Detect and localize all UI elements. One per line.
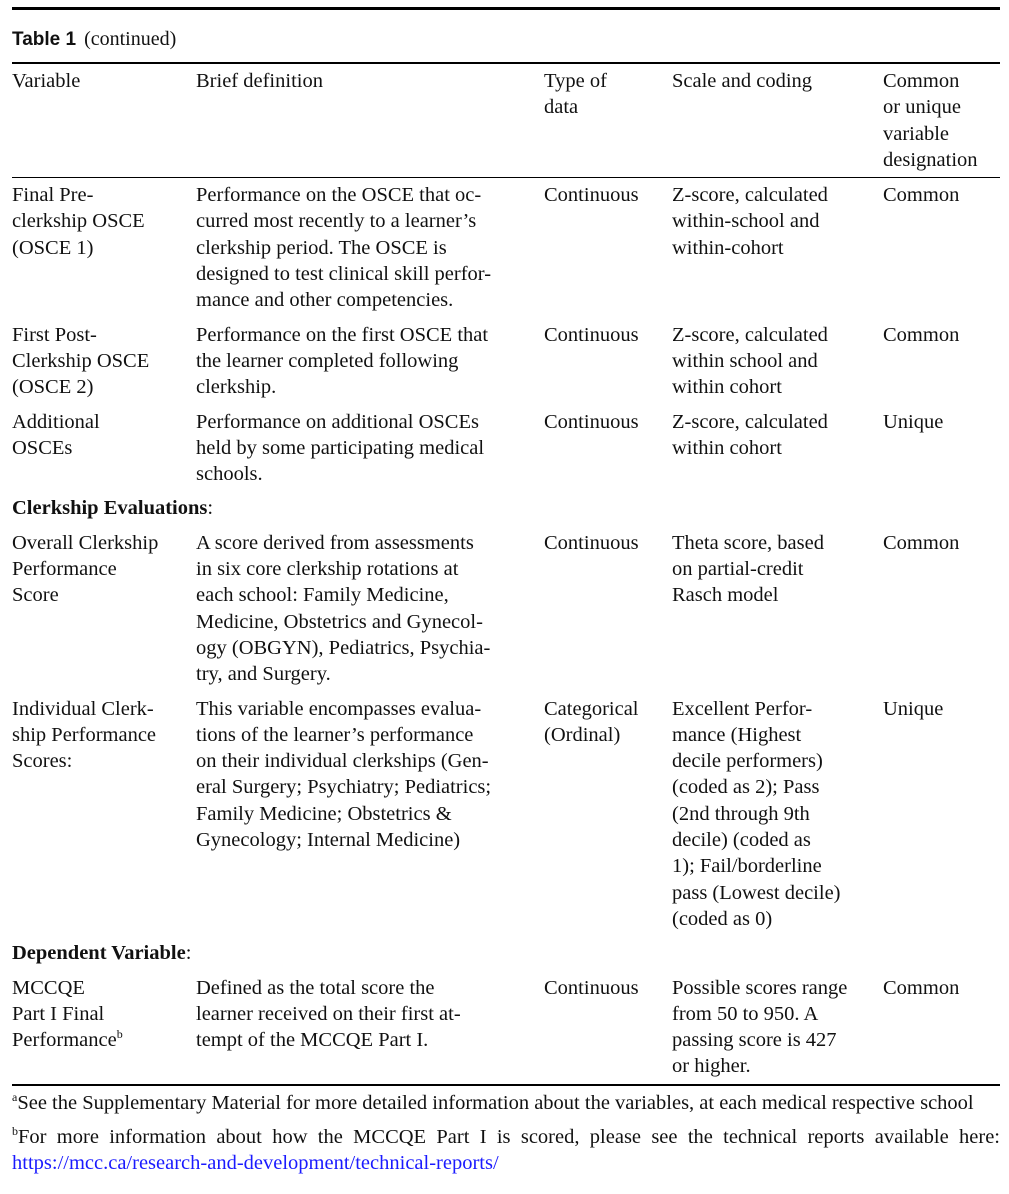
cell-variable: Overall Clerkship Performance Score bbox=[12, 531, 159, 607]
cell-definition: Defined as the total score the learner received on their first at- tempt of the MCCQE Part I. bbox=[196, 976, 461, 1052]
cell-scale: Theta score, based on partial-credit Rasch model bbox=[672, 531, 824, 607]
header-brief-definition: Brief definition bbox=[196, 70, 323, 92]
section-heading bbox=[12, 936, 1000, 970]
cell-designation: Common bbox=[883, 976, 960, 999]
table-label: Table 1 bbox=[12, 29, 77, 50]
section-title: Clerkship Evaluations bbox=[12, 497, 208, 520]
section-title: Dependent Variable bbox=[12, 942, 186, 965]
table-caption-suffix: (continued) bbox=[84, 28, 177, 50]
section-colon: : bbox=[185, 942, 192, 965]
technical-reports-link[interactable]: https://mcc.ca/research-and-development/technical-reports/ bbox=[12, 1151, 499, 1174]
cell-definition: A score derived from assessments in six core clerkship rotations at each school: Family Medicine, Medicine, Obstetrics and Gynecol- ogy (OBGYN), Pediatrics, Psychia- try, and Surgery. bbox=[196, 531, 491, 686]
footnotes bbox=[12, 1090, 1000, 1176]
cell-type: Continuous bbox=[544, 323, 639, 346]
cell-designation: Unique bbox=[883, 697, 944, 720]
cell-scale: Excellent Perfor- mance (Highest decile performers) (coded as 2); Pass (2nd through 9th decile) (coded as 1); Fail/borderline pass (Lowest decile) (coded as 0) bbox=[672, 697, 841, 930]
cell-definition: Performance on the OSCE that oc- curred most recently to a learner’s clerkship period. The OSCE is designed to test clinical skill perfor- mance and other competencies. bbox=[196, 184, 492, 312]
table-row bbox=[12, 405, 1000, 492]
cell-definition: Performance on additional OSCEs held by some participating medical schools. bbox=[196, 410, 485, 486]
section-row-clerkship-evaluations bbox=[12, 491, 1000, 525]
footnote-b bbox=[12, 1124, 1000, 1176]
table-row bbox=[12, 692, 1000, 937]
cell-definition: This variable encompasses evalua- tions of the learner’s performance on their individual clerkships (Gen- eral Surgery; Psychiatry; Pediatrics; Family Medicine; Obstetrics & Gynecology; Internal Medicine) bbox=[196, 697, 492, 852]
table-row bbox=[12, 318, 1000, 405]
section-colon: : bbox=[207, 497, 214, 520]
top-rule bbox=[12, 7, 1000, 10]
cell-scale: Z-score, calculated within cohort bbox=[672, 410, 828, 459]
cell-type: Continuous bbox=[544, 531, 639, 554]
header-designation: Common or unique variable designation bbox=[883, 70, 978, 171]
variables-table bbox=[12, 62, 1000, 1086]
cell-scale: Possible scores range from 50 to 950. A passing score is 427 or higher. bbox=[672, 976, 848, 1078]
cell-designation: Common bbox=[883, 323, 960, 346]
footnote-mark: b bbox=[12, 1123, 18, 1138]
cell-scale: Z-score, calculated within school and within cohort bbox=[672, 323, 828, 399]
cell-type: Continuous bbox=[544, 184, 639, 207]
table-caption bbox=[12, 26, 1000, 53]
table-row bbox=[12, 178, 1000, 318]
cell-type: Categorical (Ordinal) bbox=[544, 697, 639, 746]
footnote-marker: b bbox=[116, 1027, 123, 1042]
cell-variable bbox=[12, 971, 196, 1085]
section-row-dependent-variable bbox=[12, 936, 1000, 970]
cell-variable: Additional OSCEs bbox=[12, 410, 100, 459]
header-scale-and-coding: Scale and coding bbox=[672, 70, 813, 92]
footnote-a bbox=[12, 1090, 1000, 1116]
footnote-text: For more information about how the MCCQE Part I is scored, please see the technical reports available here: bbox=[18, 1125, 1000, 1148]
cell-variable: Final Pre- clerkship OSCE (OSCE 1) bbox=[12, 184, 145, 259]
footnote-mark: a bbox=[12, 1089, 18, 1104]
cell-variable: First Post- Clerkship OSCE (OSCE 2) bbox=[12, 323, 150, 399]
cell-type: Continuous bbox=[544, 410, 639, 433]
cell-designation: Unique bbox=[883, 410, 944, 433]
table-row bbox=[12, 526, 1000, 692]
cell-designation: Common bbox=[883, 531, 960, 554]
header-type-of-data: Type of data bbox=[544, 70, 607, 119]
variable-name: MCCQE Part I Final Performance bbox=[12, 976, 117, 1052]
cell-variable: Individual Clerk- ship Performance Scores: bbox=[12, 697, 157, 773]
footnote-text: See the Supplementary Material for more detailed information about the variables, at each medical respective school bbox=[17, 1091, 974, 1114]
cell-type: Continuous bbox=[544, 976, 639, 999]
table-row bbox=[12, 971, 1000, 1085]
table-header-row bbox=[12, 63, 1000, 178]
cell-designation: Common bbox=[883, 184, 960, 207]
header-variable: Variable bbox=[12, 70, 81, 92]
section-heading bbox=[12, 491, 1000, 525]
cell-scale: Z-score, calculated within-school and within-cohort bbox=[672, 184, 828, 259]
cell-definition: Performance on the first OSCE that the learner completed following clerkship. bbox=[196, 323, 489, 399]
